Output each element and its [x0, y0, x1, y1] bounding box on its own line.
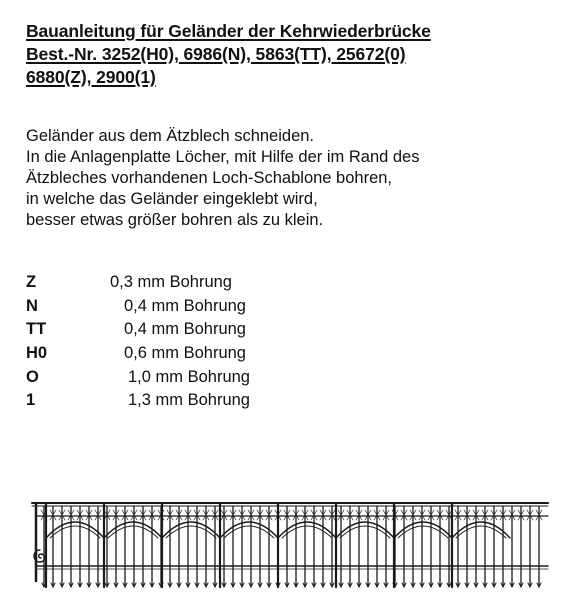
scale-code: Z [26, 273, 37, 291]
scale-code: H0 [26, 344, 48, 363]
instruction-line: In die Anlagenplatte Löcher, mit Hilfe der im Rand des [26, 148, 420, 166]
instruction-line: Ätzbleches vorhandenen Loch-Schablone bohren, [26, 169, 393, 187]
arch [394, 522, 452, 538]
title-line-1: Bauanleitung für Geländer der Kehrwiederbrücke [26, 21, 431, 41]
drill-size-value: 0,6 mm Bohrung [124, 344, 246, 363]
scale-code: N [26, 296, 38, 315]
arch [104, 522, 162, 538]
arch [162, 522, 220, 538]
drill-size-value: 0,3 mm Bohrung [110, 273, 232, 291]
instruction-line: besser etwas größer bohren als zu klein. [26, 211, 324, 229]
document-title [26, 20, 566, 89]
drill-size-value: 0,4 mm Bohrung [124, 320, 246, 339]
arch [46, 522, 104, 538]
railing-drawing [30, 490, 550, 590]
scale-code: 1 [26, 391, 36, 410]
title-line-3: 6880(Z), 2900(1) [26, 67, 156, 87]
arch [336, 522, 394, 538]
drill-size-value: 1,3 mm Bohrung [128, 391, 250, 410]
arch [452, 522, 510, 538]
scale-code: TT [26, 320, 47, 339]
instruction-line: Geländer aus dem Ätzblech schneiden. [26, 127, 315, 145]
scale-code: O [26, 367, 39, 386]
title-line-2: Best.-Nr. 3252(H0), 6986(N), 5863(TT), 25672(0) [26, 44, 406, 64]
drill-size-value: 1,0 mm Bohrung [128, 367, 250, 386]
instructions-paragraph [26, 126, 419, 231]
drill-size-value: 0,4 mm Bohrung [124, 296, 246, 315]
instruction-line: in welche das Geländer eingeklebt wird, [26, 190, 318, 208]
